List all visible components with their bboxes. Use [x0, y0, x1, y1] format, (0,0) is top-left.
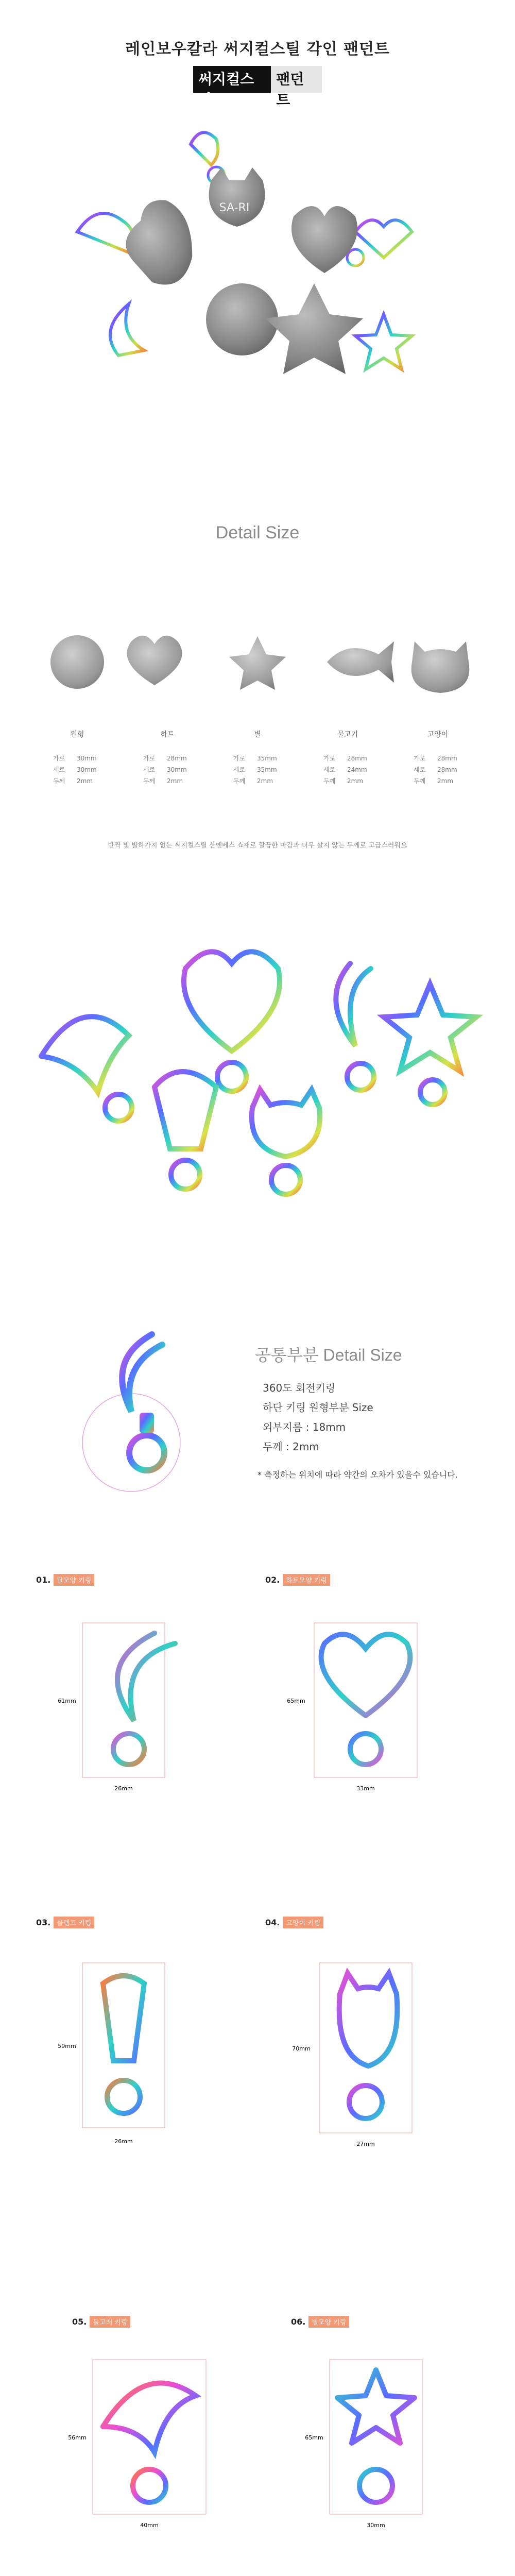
item-01-moon-clasp: [41, 1613, 216, 1808]
spec-row: [399, 753, 476, 764]
item-01-width: 26mm: [114, 1785, 133, 1792]
round-pendant: [50, 635, 104, 689]
spec-value: 2mm: [437, 777, 454, 785]
spec-name: 하트: [160, 731, 175, 739]
spec-value: 2mm: [257, 777, 273, 785]
item-04-width: 27mm: [356, 2141, 375, 2147]
spec-row: [129, 764, 206, 775]
common-spec-thickness: 두께 : 2mm: [263, 1440, 319, 1453]
spec-row: [39, 753, 116, 764]
spec-name: 고양이: [427, 731, 449, 739]
common-part-photo: [75, 1324, 209, 1494]
spec-row: [309, 753, 386, 764]
spec-col-round: [39, 729, 116, 787]
page-title: 레인보우칼라 써지컬스틸 각인 팬던트: [125, 40, 390, 58]
spec-label: 세로: [143, 766, 156, 773]
spec-value: 35mm: [257, 766, 277, 773]
spec-label: 세로: [414, 766, 426, 773]
item-05-label: [72, 2316, 130, 2328]
spec-name: 물고기: [337, 731, 358, 739]
spec-value: 28mm: [437, 766, 457, 773]
item-02-heart-clasp: [278, 1613, 453, 1808]
spec-row: [399, 764, 476, 775]
spec-col-cat: [399, 729, 476, 787]
item-03-label: [36, 1917, 94, 1928]
item-06-height: 65mm: [305, 2434, 323, 2441]
item-01-height: 61mm: [58, 1698, 76, 1704]
spec-label: 가로: [414, 755, 426, 762]
item-name: 별모양 키링: [308, 2316, 349, 2328]
item-03-width: 26mm: [114, 2138, 133, 2145]
item-number: 02.: [265, 1575, 280, 1585]
spec-table: [39, 729, 476, 787]
fish-pendant: [327, 641, 394, 683]
spec-label: 세로: [53, 766, 65, 773]
spec-row: [219, 764, 296, 775]
spec-label: 세로: [323, 766, 336, 773]
spec-value: 28mm: [167, 755, 187, 762]
spec-label: 가로: [323, 755, 336, 762]
item-number: 01.: [36, 1575, 51, 1585]
cat-pendant: [411, 641, 470, 693]
spec-value: 2mm: [77, 777, 93, 785]
item-name: 고양이 키링: [283, 1917, 323, 1928]
item-number: 03.: [36, 1918, 51, 1927]
spec-label: 가로: [233, 755, 246, 762]
common-spec-ring: 하단 키링 원형부분 Size: [263, 1401, 373, 1414]
item-06-star-clasp: [288, 2349, 464, 2545]
spec-value: 28mm: [437, 755, 457, 762]
heart-pendant: [127, 636, 182, 685]
item-03-clamp-clasp: [41, 1953, 216, 2159]
spec-name: 원형: [70, 731, 84, 739]
item-name: 달모양 키링: [54, 1574, 94, 1586]
spec-label: 두께: [53, 777, 65, 785]
pendant-shapes-row: [39, 631, 476, 693]
item-05-width: 40mm: [140, 2522, 159, 2529]
spec-row: [39, 764, 116, 775]
hero-tag-text: SA-RI: [219, 201, 250, 214]
spec-value: 2mm: [347, 777, 364, 785]
item-06-label: [291, 2316, 349, 2328]
item-04-height: 70mm: [292, 2045, 311, 2052]
common-detail-heading: 공통부분 Detail Size: [255, 1346, 402, 1364]
subtitle-dark-label: 써지컬스틸: [193, 66, 271, 93]
item-05-dolphin-clasp: [62, 2349, 237, 2545]
common-spec-diameter: 외부지름 : 18mm: [263, 1421, 346, 1433]
spec-label: 세로: [233, 766, 246, 773]
item-03-height: 59mm: [58, 2043, 76, 2049]
spec-row: [309, 775, 386, 787]
spec-label: 두께: [323, 777, 336, 785]
item-04-cat-clasp: [278, 1953, 453, 2159]
spec-row: [219, 753, 296, 764]
item-02-width: 33mm: [356, 1785, 375, 1792]
item-01-label: [36, 1574, 94, 1586]
item-02-label: [265, 1574, 330, 1586]
item-05-height: 56mm: [68, 2434, 87, 2441]
spec-value: 2mm: [167, 777, 183, 785]
item-02-height: 65mm: [287, 1698, 305, 1704]
item-06-width: 30mm: [367, 2522, 385, 2529]
spec-label: 가로: [53, 755, 65, 762]
spec-value: 28mm: [347, 755, 367, 762]
spec-label: 두께: [233, 777, 246, 785]
spec-value: 30mm: [77, 766, 97, 773]
common-spec-rotation: 360도 회전키링: [263, 1382, 336, 1394]
subtitle-banner: [193, 66, 322, 108]
hero-product-photo: [46, 113, 469, 402]
item-number: 04.: [265, 1918, 280, 1927]
spec-row: [219, 775, 296, 787]
common-spec-list: [263, 1378, 373, 1456]
spec-value: 24mm: [347, 766, 367, 773]
item-name: 클램프 키링: [54, 1917, 94, 1928]
material-notice: 반짝 빛 발하가지 없는 써지컬스틸 산엔베스 쇼재로 깔끔한 마감과 너무 살지 않는 두께로 고급스러워요: [108, 842, 407, 850]
item-04-label: [265, 1917, 323, 1928]
spec-label: 두께: [143, 777, 156, 785]
item-name: 하트모양 키링: [283, 1574, 330, 1586]
clasps-overview-photo: [31, 938, 484, 1211]
item-number: 06.: [291, 2317, 306, 2327]
spec-col-fish: [309, 729, 386, 787]
spec-label: 두께: [414, 777, 426, 785]
spec-label: 가로: [143, 755, 156, 762]
spec-row: [39, 775, 116, 787]
spec-col-heart: [129, 729, 206, 787]
subtitle-light-label: 팬던트: [271, 66, 322, 93]
spec-row: [399, 775, 476, 787]
star-pendant: [229, 636, 286, 690]
measurement-note: * 측정하는 위치에 따라 약간의 오차가 있을수 있습니다.: [258, 1470, 458, 1480]
spec-row: [129, 775, 206, 787]
item-name: 돌고래 키링: [90, 2316, 130, 2328]
spec-value: 35mm: [257, 755, 277, 762]
spec-name: 별: [254, 731, 261, 739]
item-number: 05.: [72, 2317, 87, 2327]
spec-row: [309, 764, 386, 775]
spec-col-star: [219, 729, 296, 787]
detail-size-heading: Detail Size: [215, 523, 300, 543]
spec-value: 30mm: [167, 766, 187, 773]
spec-row: [129, 753, 206, 764]
spec-value: 30mm: [77, 755, 97, 762]
